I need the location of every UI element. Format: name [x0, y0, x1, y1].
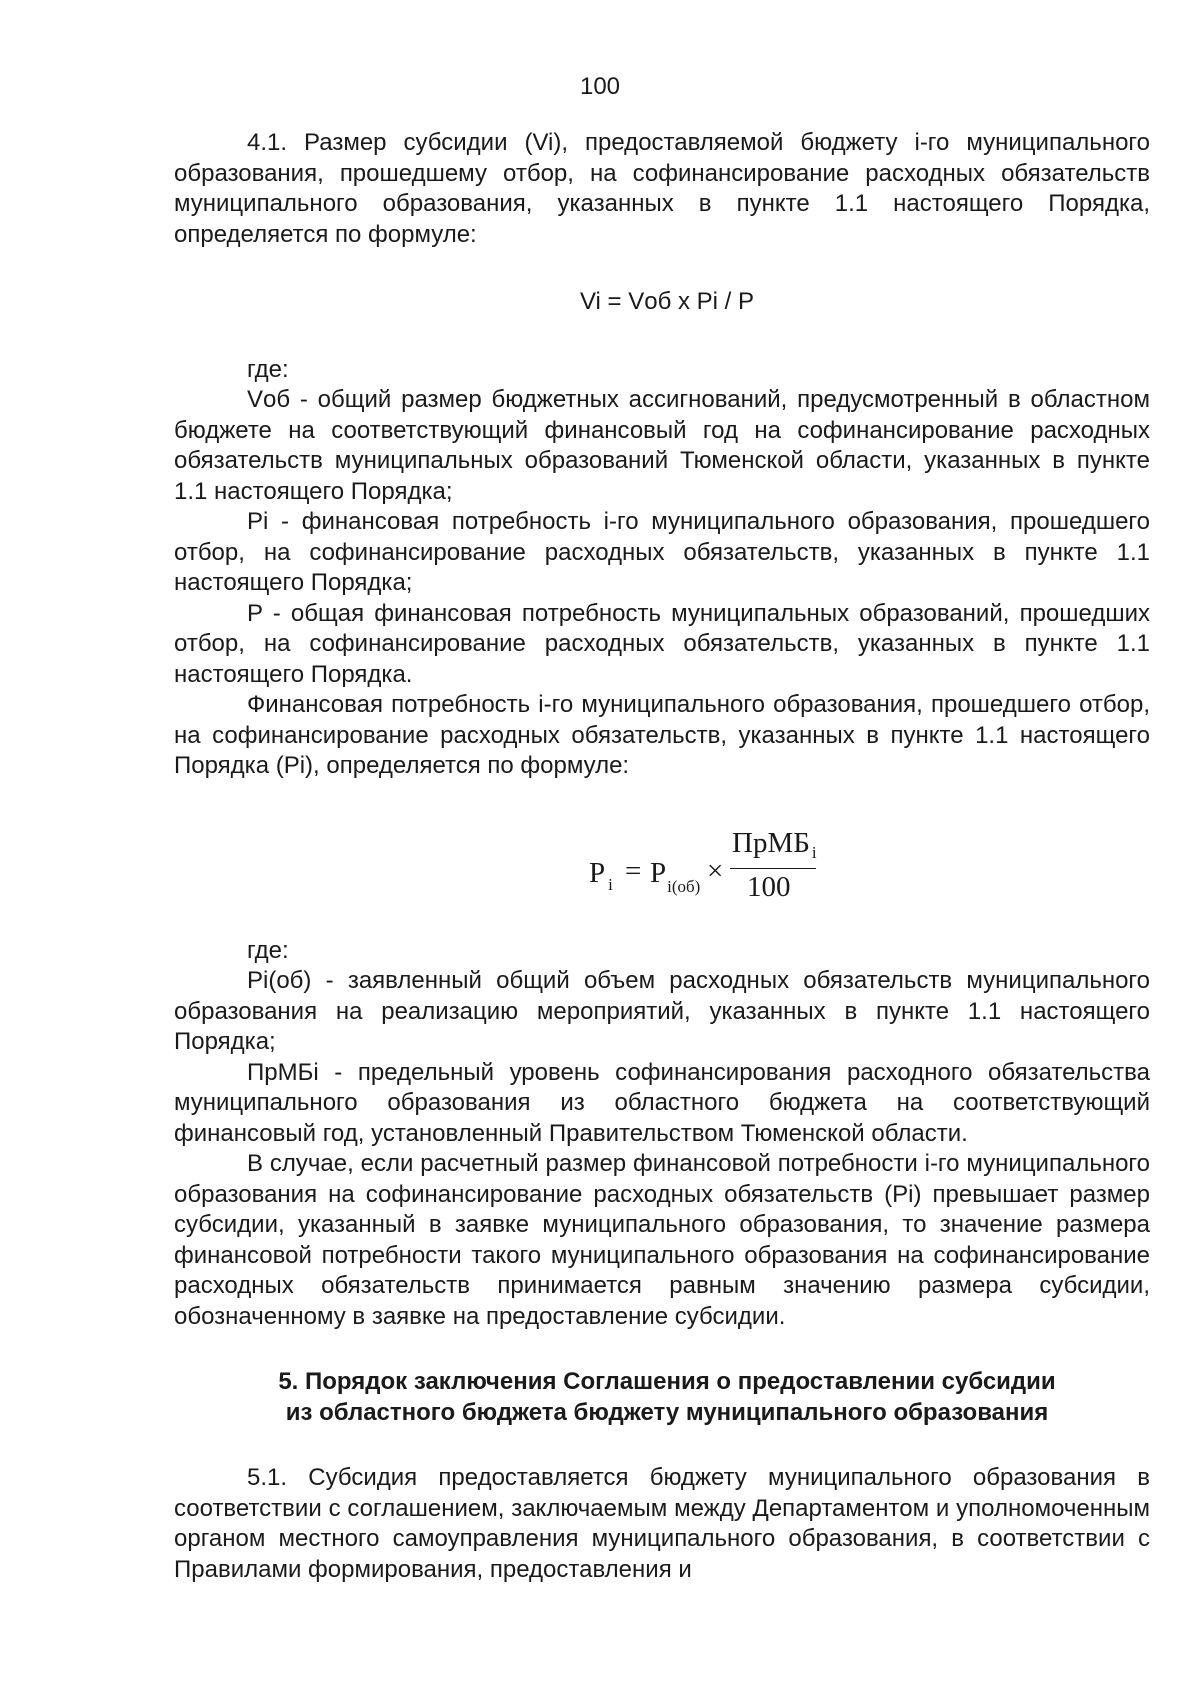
paragraph-4-1: 4.1. Размер субсидии (Vi), предоставляемой бюджету i-го муниципального образования, прошедшему отбор, на софинансирование расходных обязательств муниципального образования, указанных в пункте 1.1 настоящего Порядка, определяется по формуле: — [174, 129, 1150, 248]
page-number: 100 — [579, 73, 621, 100]
formula-denominator: 100 — [747, 870, 791, 903]
formula-equals: = — [625, 854, 642, 887]
definition-pi-ob: Pi(об) - заявленный общий объем расходных обязательств муниципального образования на реализацию мероприятий, указанных в пункте 1.1 настоящего Порядка; — [174, 967, 1150, 1055]
section-5-heading-line1: 5. Порядок заключения Соглашения о предоставлении субсидии — [278, 1368, 1056, 1395]
definition-vob: Vоб - общий размер бюджетных ассигнований, предусмотренный в областном бюджете на соответствующий финансовый год на софинансирование расходных обязательств муниципальных образований Тюменской области, указанных в пункте 1.1 настоящего Порядка; — [174, 386, 1150, 505]
section-5-heading-line2: из областного бюджета бюджету муниципального образования — [285, 1398, 1049, 1426]
formula-rhs: $P_{i(об)}$ — [650, 856, 701, 896]
formula-pi — [174, 804, 1150, 932]
paragraph-case: В случае, если расчетный размер финансовой потребности i-го муниципального образования на софинансирование расходных обязательств (Pi) превышает размер субсидии, указанный в заявке муниципального образования, то значение размера финансовой потребности такого муниципального образования на софинансирование расходных обязательств принимается равным значению размера субсидии, обозначенному в заявке на предоставление субсидии. — [174, 1150, 1150, 1330]
formula-vi: Vi = Vоб x Pi / P — [579, 288, 755, 315]
formula-numerator: ПрМБ $_i$ — [732, 826, 817, 862]
paragraph-financial-need: Финансовая потребность i-го муниципального образования, прошедшего отбор, на софинансирование расходных обязательств, указанных в пункте 1.1 настоящего Порядка (Pi), определяется по формуле: — [174, 691, 1150, 779]
paragraph-5-1: 5.1. Субсидия предоставляется бюджету муниципального образования в соответствии с соглашением, заключаемым между Департаментом и уполномоченным органом местного самоуправления муниципального образования, в соответствии с Правилами формирования, предоставления и — [174, 1464, 1150, 1583]
section-5-heading — [174, 1367, 1150, 1428]
formula-times: × — [707, 854, 724, 887]
definition-p: P - общая финансовая потребность муниципальных образований, прошедших отбор, на софинансирование расходных обязательств, указанных в пункте 1.1 настоящего Порядка. — [174, 599, 1150, 688]
fraction-bar — [730, 868, 816, 869]
where-label: где: — [247, 355, 289, 383]
where-label-2: где: — [247, 936, 289, 964]
definition-pi: Pi - финансовая потребность i-го муниципального образования, прошедшего отбор, на софинансирование расходных обязательств, указанных в пункте 1.1 настоящего Порядка; — [174, 508, 1150, 596]
definition-prmbi: ПрМБi - предельный уровень софинансирования расходного обязательства муниципального образования из областного бюджета на соответствующий финансовый год, установленный Правительством Тюменской области. — [174, 1058, 1150, 1147]
document-body — [174, 128, 1150, 1585]
formula-lhs: P $_i$ — [589, 856, 613, 894]
